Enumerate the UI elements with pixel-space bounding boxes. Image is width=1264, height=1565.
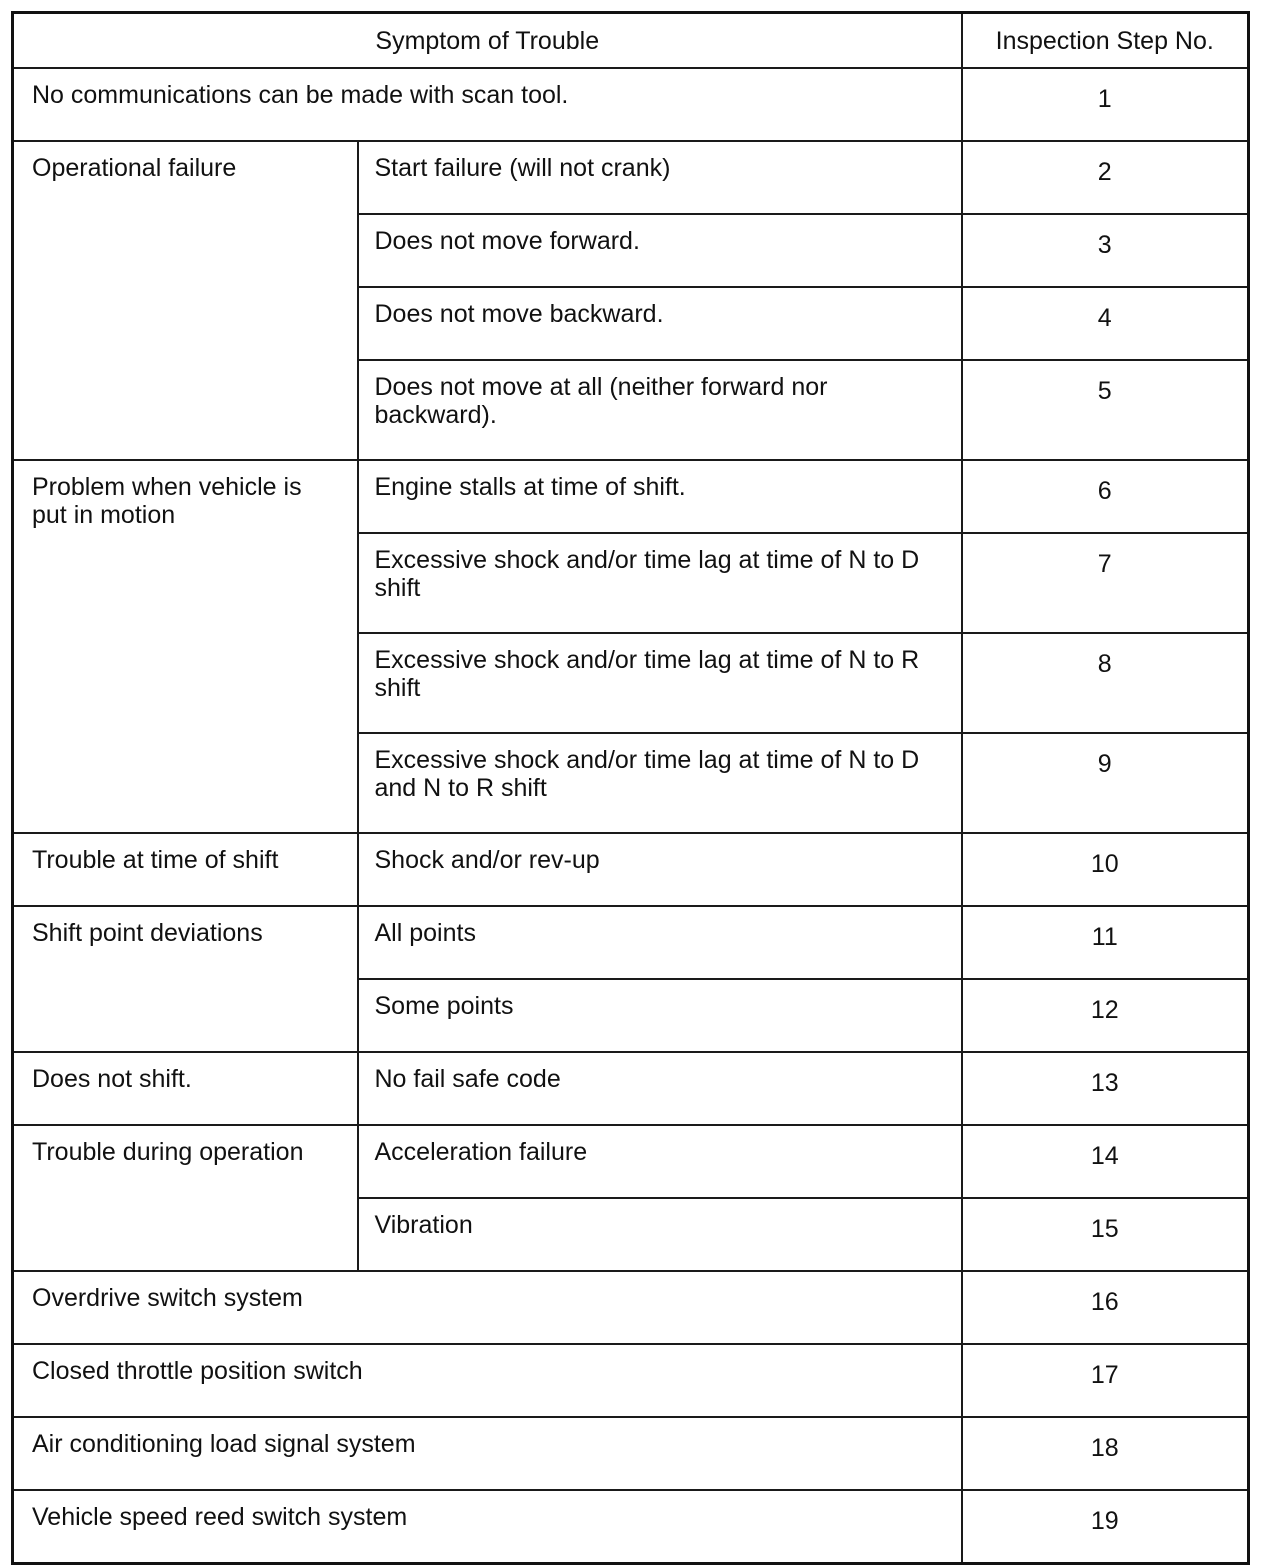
table-row [13, 1125, 1249, 1198]
table-row [13, 1490, 1249, 1564]
symptom-cell: Does not move forward. [358, 214, 962, 287]
symptom-cell: Start failure (will not crank) [358, 141, 962, 214]
step-cell: 16 [962, 1271, 1249, 1344]
step-cell: 10 [962, 833, 1249, 906]
step-cell: 2 [962, 141, 1249, 214]
step-cell: 13 [962, 1052, 1249, 1125]
symptom-cell: Excessive shock and/or time lag at time of N to R shift [358, 633, 962, 733]
symptom-cell: No communications can be made with scan tool. [13, 68, 962, 141]
table-row [13, 1344, 1249, 1417]
step-cell: 11 [962, 906, 1249, 979]
step-cell: 14 [962, 1125, 1249, 1198]
step-cell: 12 [962, 979, 1249, 1052]
symptom-cell: Acceleration failure [358, 1125, 962, 1198]
table-header-row [13, 13, 1249, 69]
symptom-cell: Does not move backward. [358, 287, 962, 360]
step-cell: 5 [962, 360, 1249, 460]
table-row [13, 833, 1249, 906]
category-cell: Shift point deviations [13, 906, 358, 1052]
symptom-cell: Engine stalls at time of shift. [358, 460, 962, 533]
symptom-cell: Shock and/or rev-up [358, 833, 962, 906]
category-cell: Trouble at time of shift [13, 833, 358, 906]
symptom-cell: No fail safe code [358, 1052, 962, 1125]
header-symptom: Symptom of Trouble [13, 13, 962, 69]
step-cell: 9 [962, 733, 1249, 833]
table-row [13, 460, 1249, 533]
symptom-cell: Vibration [358, 1198, 962, 1271]
header-step: Inspection Step No. [962, 13, 1249, 69]
symptom-cell: Excessive shock and/or time lag at time of N to D and N to R shift [358, 733, 962, 833]
table-row [13, 906, 1249, 979]
step-cell: 3 [962, 214, 1249, 287]
table-row [13, 141, 1249, 214]
table-row [13, 68, 1249, 141]
symptom-cell: Closed throttle position switch [13, 1344, 962, 1417]
category-cell: Operational failure [13, 141, 358, 460]
step-cell: 15 [962, 1198, 1249, 1271]
category-cell: Trouble during operation [13, 1125, 358, 1271]
table-row [13, 1417, 1249, 1490]
category-cell: Does not shift. [13, 1052, 358, 1125]
troubleshooting-table [11, 11, 1250, 1565]
symptom-cell: Overdrive switch system [13, 1271, 962, 1344]
symptom-cell: All points [358, 906, 962, 979]
step-cell: 18 [962, 1417, 1249, 1490]
step-cell: 8 [962, 633, 1249, 733]
step-cell: 17 [962, 1344, 1249, 1417]
symptom-cell: Does not move at all (neither forward nor backward). [358, 360, 962, 460]
symptom-cell: Excessive shock and/or time lag at time of N to D shift [358, 533, 962, 633]
troubleshooting-table-sheet [11, 11, 1247, 1565]
table-row [13, 1052, 1249, 1125]
step-cell: 4 [962, 287, 1249, 360]
step-cell: 19 [962, 1490, 1249, 1564]
symptom-cell: Air conditioning load signal system [13, 1417, 962, 1490]
step-cell: 7 [962, 533, 1249, 633]
table-row [13, 1271, 1249, 1344]
step-cell: 6 [962, 460, 1249, 533]
symptom-cell: Vehicle speed reed switch system [13, 1490, 962, 1564]
symptom-cell: Some points [358, 979, 962, 1052]
category-cell: Problem when vehicle is put in motion [13, 460, 358, 833]
step-cell: 1 [962, 68, 1249, 141]
